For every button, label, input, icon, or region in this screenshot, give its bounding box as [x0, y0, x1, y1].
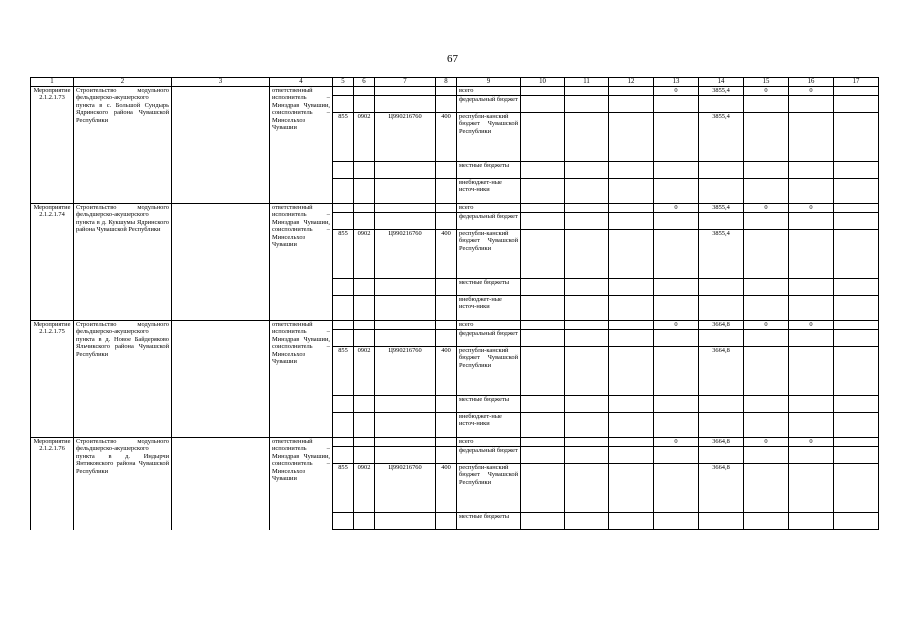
- empty-cell: [521, 438, 565, 447]
- empty-cell: [333, 204, 354, 213]
- header-cell: 10: [521, 78, 565, 87]
- empty-cell: [436, 447, 457, 464]
- empty-cell: [834, 113, 879, 162]
- empty-cell: [699, 396, 744, 413]
- empty-cell: [834, 296, 879, 321]
- empty-cell: [333, 213, 354, 230]
- csr-code: Ц990216760: [375, 464, 436, 513]
- empty-cell: [354, 513, 375, 530]
- empty-cell: [834, 230, 879, 279]
- empty-cell: [834, 162, 879, 179]
- empty-cell: [744, 347, 789, 396]
- rzpr-code: 0902: [354, 113, 375, 162]
- empty-cell: [609, 347, 654, 396]
- rzpr-code: 0902: [354, 230, 375, 279]
- header-cell: 11: [565, 78, 609, 87]
- empty-cell: [609, 230, 654, 279]
- measure-code: Мероприятие 2.1.2.1.76: [31, 438, 74, 530]
- empty-cell: [699, 447, 744, 464]
- empty-cell: [333, 447, 354, 464]
- grbs-code: 855: [333, 230, 354, 279]
- empty-cell: [436, 438, 457, 447]
- empty-cell: [375, 96, 436, 113]
- empty-cell: [375, 438, 436, 447]
- empty-cell: [565, 330, 609, 347]
- empty-cell: [333, 330, 354, 347]
- header-cell: 2: [74, 78, 172, 87]
- header-cell: 13: [654, 78, 699, 87]
- empty-cell: [609, 447, 654, 464]
- empty-cell: [565, 413, 609, 438]
- empty-cell: [521, 87, 565, 96]
- empty-cell: [172, 321, 270, 438]
- value-col14: 3855,4: [699, 113, 744, 162]
- header-cell: 5: [333, 78, 354, 87]
- measure-code: Мероприятие 2.1.2.1.73: [31, 87, 74, 204]
- empty-cell: [744, 213, 789, 230]
- empty-cell: [609, 321, 654, 330]
- empty-cell: [172, 438, 270, 530]
- empty-cell: [654, 396, 699, 413]
- measure-name: Строительство модульного фельдшерско-акушерского пункта в с. Большой Сундырь Ядринского района Чувашской Республики: [74, 87, 172, 204]
- empty-cell: [333, 321, 354, 330]
- empty-cell: [436, 213, 457, 230]
- empty-cell: [521, 213, 565, 230]
- empty-cell: [744, 296, 789, 321]
- empty-cell: [375, 179, 436, 204]
- empty-cell: [172, 204, 270, 321]
- empty-cell: [436, 330, 457, 347]
- header-cell: 14: [699, 78, 744, 87]
- empty-cell: [436, 96, 457, 113]
- empty-cell: [521, 279, 565, 296]
- empty-cell: [375, 447, 436, 464]
- empty-cell: [744, 113, 789, 162]
- responsible-executor: ответственный исполнитель – Минздрав Чувашии, соисполнитель – Минсельхоз Чувашии: [270, 204, 333, 321]
- empty-cell: [375, 321, 436, 330]
- empty-cell: [654, 464, 699, 513]
- csr-code: Ц990216760: [375, 347, 436, 396]
- empty-cell: [609, 213, 654, 230]
- header-cell: 12: [609, 78, 654, 87]
- empty-cell: [375, 396, 436, 413]
- value-col13: 0: [654, 438, 699, 447]
- empty-cell: [521, 413, 565, 438]
- empty-cell: [609, 438, 654, 447]
- empty-cell: [333, 179, 354, 204]
- measure-name: Строительство модульного фельдшерско-акушерского пункта в д. Индырчи Янтиковского района Чувашской Республики: [74, 438, 172, 530]
- empty-cell: [789, 113, 834, 162]
- empty-cell: [789, 347, 834, 396]
- vr-code: 400: [436, 230, 457, 279]
- empty-cell: [436, 396, 457, 413]
- empty-cell: [521, 513, 565, 530]
- empty-cell: [744, 162, 789, 179]
- empty-cell: [609, 279, 654, 296]
- empty-cell: [654, 513, 699, 530]
- empty-cell: [699, 179, 744, 204]
- measure-code: Мероприятие 2.1.2.1.75: [31, 321, 74, 438]
- empty-cell: [565, 513, 609, 530]
- funding-source: местные бюджеты: [457, 513, 521, 530]
- empty-cell: [333, 96, 354, 113]
- responsible-executor: ответственный исполнитель – Минздрав Чувашии, соисполнитель – Минсельхоз Чувашии: [270, 87, 333, 204]
- empty-cell: [436, 296, 457, 321]
- grbs-code: 855: [333, 347, 354, 396]
- responsible-executor: ответственный исполнитель – Минздрав Чувашии, соисполнитель – Минсельхоз Чувашии: [270, 321, 333, 438]
- empty-cell: [375, 204, 436, 213]
- funding-source: всего: [457, 438, 521, 447]
- table-row: [31, 321, 879, 330]
- empty-cell: [354, 330, 375, 347]
- empty-cell: [699, 162, 744, 179]
- header-cell: 16: [789, 78, 834, 87]
- value-col14: 3664,8: [699, 438, 744, 447]
- empty-cell: [436, 513, 457, 530]
- empty-cell: [789, 179, 834, 204]
- empty-cell: [834, 413, 879, 438]
- value-col14: 3855,4: [699, 87, 744, 96]
- empty-cell: [699, 96, 744, 113]
- empty-cell: [375, 296, 436, 321]
- empty-cell: [834, 347, 879, 396]
- empty-cell: [565, 96, 609, 113]
- header-row: [31, 78, 879, 87]
- header-cell: 7: [375, 78, 436, 87]
- empty-cell: [654, 330, 699, 347]
- empty-cell: [654, 413, 699, 438]
- empty-cell: [521, 179, 565, 204]
- empty-cell: [354, 396, 375, 413]
- empty-cell: [436, 279, 457, 296]
- header-cell: 1: [31, 78, 74, 87]
- csr-code: Ц990216760: [375, 113, 436, 162]
- empty-cell: [375, 279, 436, 296]
- table-row: [31, 204, 879, 213]
- empty-cell: [834, 204, 879, 213]
- empty-cell: [834, 96, 879, 113]
- funding-source: федеральный бюджет: [457, 330, 521, 347]
- empty-cell: [789, 162, 834, 179]
- empty-cell: [375, 213, 436, 230]
- empty-cell: [333, 279, 354, 296]
- empty-cell: [789, 279, 834, 296]
- empty-cell: [789, 464, 834, 513]
- empty-cell: [744, 396, 789, 413]
- empty-cell: [354, 179, 375, 204]
- empty-cell: [333, 296, 354, 321]
- empty-cell: [834, 396, 879, 413]
- funding-source: республи-канский бюджет Чувашской Республики: [457, 113, 521, 162]
- csr-code: Ц990216760: [375, 230, 436, 279]
- empty-cell: [521, 296, 565, 321]
- empty-cell: [609, 513, 654, 530]
- empty-cell: [354, 204, 375, 213]
- header-cell: 8: [436, 78, 457, 87]
- empty-cell: [744, 513, 789, 530]
- empty-cell: [436, 87, 457, 96]
- empty-cell: [789, 330, 834, 347]
- vr-code: 400: [436, 347, 457, 396]
- empty-cell: [789, 396, 834, 413]
- measure-name: Строительство модульного фельдшерско-акушерского пункта в д. Новое Байдеряково Яльчикского района Чувашской Республики: [74, 321, 172, 438]
- empty-cell: [834, 321, 879, 330]
- funding-source: внебюджет-ные источ-ники: [457, 179, 521, 204]
- empty-cell: [565, 87, 609, 96]
- empty-cell: [354, 162, 375, 179]
- empty-cell: [789, 96, 834, 113]
- funding-source: всего: [457, 204, 521, 213]
- funding-source: местные бюджеты: [457, 162, 521, 179]
- empty-cell: [436, 204, 457, 213]
- funding-source: внебюджет-ные источ-ники: [457, 296, 521, 321]
- funding-source: республи-канский бюджет Чувашской Республики: [457, 464, 521, 513]
- empty-cell: [565, 321, 609, 330]
- empty-cell: [744, 179, 789, 204]
- empty-cell: [375, 162, 436, 179]
- value-col14: 3664,8: [699, 347, 744, 396]
- empty-cell: [354, 87, 375, 96]
- empty-cell: [521, 321, 565, 330]
- empty-cell: [354, 96, 375, 113]
- empty-cell: [521, 113, 565, 162]
- value-col13: 0: [654, 87, 699, 96]
- empty-cell: [436, 413, 457, 438]
- empty-cell: [609, 396, 654, 413]
- empty-cell: [521, 162, 565, 179]
- funding-source: всего: [457, 321, 521, 330]
- funding-source: внебюджет-ные источ-ники: [457, 413, 521, 438]
- empty-cell: [609, 464, 654, 513]
- empty-cell: [333, 162, 354, 179]
- empty-cell: [609, 296, 654, 321]
- budget-table: [30, 77, 879, 530]
- empty-cell: [354, 413, 375, 438]
- empty-cell: [521, 396, 565, 413]
- empty-cell: [375, 513, 436, 530]
- empty-cell: [654, 296, 699, 321]
- funding-source: местные бюджеты: [457, 396, 521, 413]
- empty-cell: [565, 162, 609, 179]
- value-col13: 0: [654, 204, 699, 213]
- empty-cell: [834, 179, 879, 204]
- empty-cell: [609, 113, 654, 162]
- empty-cell: [521, 447, 565, 464]
- empty-cell: [744, 447, 789, 464]
- empty-cell: [375, 413, 436, 438]
- empty-cell: [333, 87, 354, 96]
- empty-cell: [521, 464, 565, 513]
- empty-cell: [609, 87, 654, 96]
- empty-cell: [333, 413, 354, 438]
- empty-cell: [744, 279, 789, 296]
- table-row: [31, 438, 879, 447]
- empty-cell: [354, 321, 375, 330]
- empty-cell: [834, 464, 879, 513]
- empty-cell: [354, 438, 375, 447]
- empty-cell: [354, 279, 375, 296]
- empty-cell: [699, 513, 744, 530]
- value-col13: 0: [654, 321, 699, 330]
- empty-cell: [354, 296, 375, 321]
- empty-cell: [744, 96, 789, 113]
- empty-cell: [789, 413, 834, 438]
- value-col16: 0: [789, 438, 834, 447]
- empty-cell: [699, 413, 744, 438]
- empty-cell: [609, 162, 654, 179]
- measure-code: Мероприятие 2.1.2.1.74: [31, 204, 74, 321]
- funding-source: республи-канский бюджет Чувашской Республики: [457, 347, 521, 396]
- empty-cell: [654, 96, 699, 113]
- empty-cell: [654, 113, 699, 162]
- empty-cell: [565, 213, 609, 230]
- value-col14: 3855,4: [699, 204, 744, 213]
- empty-cell: [699, 279, 744, 296]
- empty-cell: [834, 513, 879, 530]
- empty-cell: [375, 330, 436, 347]
- funding-source: местные бюджеты: [457, 279, 521, 296]
- funding-source: республи-канский бюджет Чувашской Республики: [457, 230, 521, 279]
- empty-cell: [744, 230, 789, 279]
- value-col15: 0: [744, 204, 789, 213]
- empty-cell: [565, 296, 609, 321]
- empty-cell: [565, 279, 609, 296]
- empty-cell: [333, 396, 354, 413]
- empty-cell: [609, 330, 654, 347]
- header-cell: 9: [457, 78, 521, 87]
- empty-cell: [699, 330, 744, 347]
- empty-cell: [834, 213, 879, 230]
- empty-cell: [654, 347, 699, 396]
- empty-cell: [744, 464, 789, 513]
- funding-source: всего: [457, 87, 521, 96]
- rzpr-code: 0902: [354, 347, 375, 396]
- empty-cell: [521, 230, 565, 279]
- empty-cell: [565, 447, 609, 464]
- empty-cell: [375, 87, 436, 96]
- header-cell: 6: [354, 78, 375, 87]
- value-col14: 3855,4: [699, 230, 744, 279]
- empty-cell: [609, 413, 654, 438]
- empty-cell: [172, 87, 270, 204]
- empty-cell: [834, 447, 879, 464]
- empty-cell: [654, 213, 699, 230]
- empty-cell: [789, 296, 834, 321]
- empty-cell: [789, 513, 834, 530]
- value-col16: 0: [789, 321, 834, 330]
- value-col15: 0: [744, 438, 789, 447]
- grbs-code: 855: [333, 464, 354, 513]
- responsible-executor: ответственный исполнитель – Минздрав Чувашии, соисполнитель – Минсельхоз Чувашии: [270, 438, 333, 530]
- vr-code: 400: [436, 113, 457, 162]
- empty-cell: [744, 330, 789, 347]
- empty-cell: [654, 162, 699, 179]
- empty-cell: [521, 204, 565, 213]
- empty-cell: [609, 179, 654, 204]
- empty-cell: [436, 179, 457, 204]
- value-col15: 0: [744, 87, 789, 96]
- page-number: 67: [447, 53, 458, 65]
- rzpr-code: 0902: [354, 464, 375, 513]
- empty-cell: [654, 447, 699, 464]
- empty-cell: [436, 162, 457, 179]
- header-cell: 15: [744, 78, 789, 87]
- value-col16: 0: [789, 204, 834, 213]
- header-cell: 17: [834, 78, 879, 87]
- empty-cell: [789, 213, 834, 230]
- value-col16: 0: [789, 87, 834, 96]
- empty-cell: [521, 96, 565, 113]
- empty-cell: [521, 330, 565, 347]
- empty-cell: [744, 413, 789, 438]
- empty-cell: [789, 230, 834, 279]
- empty-cell: [834, 330, 879, 347]
- empty-cell: [654, 279, 699, 296]
- header-cell: 4: [270, 78, 333, 87]
- value-col14: 3664,8: [699, 464, 744, 513]
- empty-cell: [565, 396, 609, 413]
- empty-cell: [565, 204, 609, 213]
- empty-cell: [565, 113, 609, 162]
- funding-source: федеральный бюджет: [457, 213, 521, 230]
- empty-cell: [354, 447, 375, 464]
- empty-cell: [609, 96, 654, 113]
- value-col14: 3664,8: [699, 321, 744, 330]
- empty-cell: [609, 204, 654, 213]
- header-cell: 3: [172, 78, 270, 87]
- table-row: [31, 87, 879, 96]
- empty-cell: [654, 179, 699, 204]
- empty-cell: [565, 179, 609, 204]
- empty-cell: [699, 213, 744, 230]
- empty-cell: [565, 230, 609, 279]
- empty-cell: [333, 438, 354, 447]
- funding-source: федеральный бюджет: [457, 447, 521, 464]
- empty-cell: [565, 438, 609, 447]
- empty-cell: [333, 513, 354, 530]
- empty-cell: [354, 213, 375, 230]
- empty-cell: [789, 447, 834, 464]
- empty-cell: [521, 347, 565, 396]
- funding-source: федеральный бюджет: [457, 96, 521, 113]
- empty-cell: [436, 321, 457, 330]
- measure-name: Строительство модульного фельдшерско-акушерского пункта в д. Кукшумы Ядринского района Чувашской Республики: [74, 204, 172, 321]
- empty-cell: [565, 464, 609, 513]
- empty-cell: [834, 279, 879, 296]
- empty-cell: [699, 296, 744, 321]
- grbs-code: 855: [333, 113, 354, 162]
- vr-code: 400: [436, 464, 457, 513]
- empty-cell: [565, 347, 609, 396]
- value-col15: 0: [744, 321, 789, 330]
- empty-cell: [834, 438, 879, 447]
- empty-cell: [834, 87, 879, 96]
- empty-cell: [654, 230, 699, 279]
